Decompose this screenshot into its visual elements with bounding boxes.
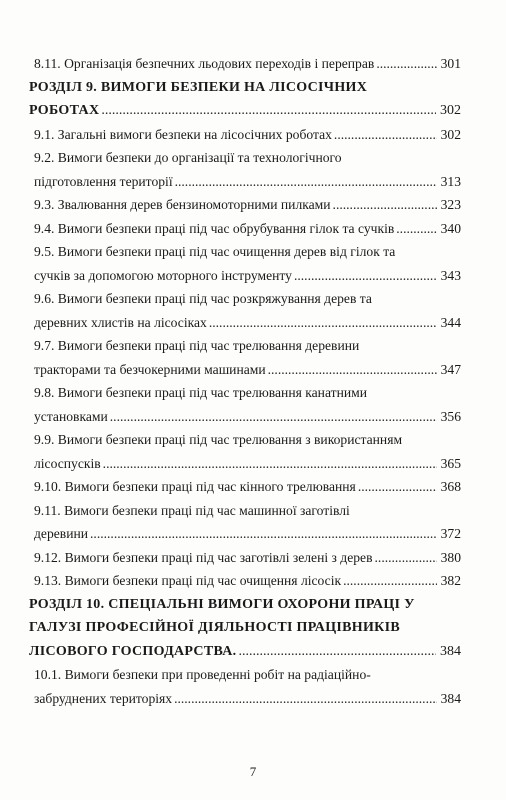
toc-entry-title: деревних хлистів на лісосіках [34, 314, 207, 330]
toc-entry-title: РОБОТАХ [29, 103, 100, 118]
dot-leader [343, 569, 437, 593]
toc-section-entry [29, 76, 461, 123]
toc-entry-line [34, 193, 461, 217]
dot-leader [175, 170, 437, 194]
toc-page-number: 347 [440, 361, 461, 377]
toc-entry-title: установками [34, 408, 108, 424]
toc-entry [29, 217, 461, 241]
toc-entry-title: 9.8. Вимоги безпеки праці під час трелювання канатними [34, 385, 368, 400]
dot-leader [294, 264, 437, 288]
toc-entry-line [34, 170, 461, 194]
toc-entry [29, 146, 461, 193]
toc-entry-title: 9.1. Загальні вимоги безпеки на лісосічних роботах [34, 126, 332, 142]
dot-leader [375, 546, 437, 570]
toc-entry-title: 9.3. Звалювання дерев бензиномоторними пилками [34, 197, 331, 212]
toc-entry-title: 9.2. Вимоги безпеки до організації та технологічного [34, 150, 342, 165]
toc-entry [29, 428, 461, 475]
toc-entry-title: 9.12. Вимоги безпеки праці під час заготівлі зелені з дерев [34, 549, 373, 565]
dot-leader [101, 99, 436, 123]
toc-entry-line [34, 687, 461, 711]
toc-page-number: 368 [440, 479, 461, 494]
toc-page-number: 343 [440, 267, 461, 283]
toc-entry-line [34, 475, 461, 499]
toc-entry-line [29, 76, 461, 100]
toc-entry-line [29, 99, 461, 123]
toc-entry-line [34, 381, 461, 405]
toc-entry-title: 9.10. Вимоги безпеки праці під час кінного трелювання [34, 479, 356, 494]
toc-page-number: 384 [440, 690, 461, 706]
toc-page-number: 384 [440, 643, 461, 659]
toc-entry-title: 10.1. Вимоги безпеки при проведенні робіт на радіаційно- [34, 667, 371, 682]
dot-leader [90, 522, 437, 546]
dot-leader [334, 123, 437, 147]
toc-entry-title: підготовлення території [34, 173, 173, 189]
toc-entry-title: тракторами та безчокерними машинами [34, 361, 266, 377]
toc-entry-line [29, 593, 461, 617]
toc-page-number: 382 [440, 573, 461, 588]
toc-entry-line [34, 311, 461, 335]
toc-entry-line [34, 217, 461, 241]
toc-entry [29, 546, 461, 570]
page-number: 7 [249, 764, 257, 779]
toc-entry-line [34, 240, 461, 264]
toc-section-entry [29, 593, 461, 664]
toc-entry [29, 123, 461, 147]
toc-entry [29, 381, 461, 428]
dot-leader [268, 358, 437, 382]
dot-leader [358, 475, 437, 499]
toc-entry-title: 9.11. Вимоги безпеки праці під час машинної заготівлі [34, 502, 350, 518]
toc-entry-line [34, 123, 461, 147]
toc-page-number: 340 [440, 220, 461, 236]
dot-leader [376, 52, 436, 76]
toc-entry [29, 663, 461, 710]
toc-entry-title: 9.6. Вимоги безпеки праці під час розкряжування дерев та [34, 291, 372, 306]
toc-page-number: 344 [440, 314, 461, 330]
toc-entry-title: 9.4. Вимоги безпеки праці під час обрубування гілок та сучків [34, 220, 395, 236]
toc-page-number: 356 [440, 408, 461, 424]
toc-page-number: 365 [440, 455, 461, 471]
toc-entry-line [34, 546, 461, 570]
toc-entry-title: РОЗДІЛ 9. ВИМОГИ БЕЗПЕКИ НА ЛІСОСІЧНИХ [29, 79, 368, 95]
dot-leader [110, 405, 437, 429]
toc-entry-title: 8.11. Організація безпечних льодових переходів і переправ [34, 56, 375, 71]
toc-entry [29, 569, 461, 593]
toc-page-number: 372 [440, 526, 461, 541]
dot-leader [209, 311, 437, 335]
toc-entry [29, 52, 461, 76]
toc-entry-title: ЛІСОВОГО ГОСПОДАРСТВА. [29, 643, 237, 659]
toc-entry-title: 9.5. Вимоги безпеки праці під час очищення дерев від гілок та [34, 244, 396, 259]
toc-entry-line [34, 287, 461, 311]
toc-entry [29, 287, 461, 334]
toc-entry-line [34, 146, 461, 170]
toc-entry-line [34, 452, 461, 476]
toc-entry [29, 193, 461, 217]
toc-entry-title: 9.9. Вимоги безпеки праці під час трелювання з використанням [34, 432, 403, 447]
toc-page-number: 302 [440, 126, 461, 142]
toc-page-number: 323 [440, 197, 461, 212]
toc-entry-line [34, 522, 461, 546]
dot-leader [333, 193, 437, 217]
toc-entry-title: РОЗДІЛ 10. СПЕЦІАЛЬНІ ВИМОГИ ОХОРОНИ ПРАЦІ У [29, 596, 415, 612]
toc-entry-title: сучків за допомогою моторного інструменту [34, 267, 292, 283]
dot-leader [103, 452, 437, 476]
toc-entry-line [34, 499, 461, 523]
toc-entry-title: лісоспусків [34, 455, 101, 471]
toc-entry-line [34, 405, 461, 429]
toc-entry [29, 334, 461, 381]
toc-entry-line [34, 428, 461, 452]
toc-entry-line [34, 52, 461, 76]
toc-entry-title: ГАЛУЗІ ПРОФЕСІЙНОЇ ДІЯЛЬНОСТІ ПРАЦІВНИКІВ [29, 620, 400, 635]
table-of-contents [29, 52, 461, 710]
toc-entry [29, 475, 461, 499]
toc-entry-line [34, 264, 461, 288]
toc-page-number: 302 [440, 103, 461, 118]
toc-entry-line [34, 663, 461, 687]
toc-entry-line [34, 358, 461, 382]
toc-entry-line [34, 334, 461, 358]
toc-entry [29, 240, 461, 287]
toc-entry-title: 9.13. Вимоги безпеки праці під час очищення лісосік [34, 573, 342, 588]
dot-leader [174, 687, 437, 711]
toc-entry-line [34, 569, 461, 593]
toc-entry-line [29, 640, 461, 664]
toc-page-number: 380 [440, 549, 461, 565]
dot-leader [396, 217, 436, 241]
toc-entry-title: забруднених територіях [34, 690, 173, 706]
toc-entry-line [29, 616, 461, 640]
toc-page-number: 301 [440, 56, 461, 71]
toc-entry [29, 499, 461, 546]
toc-entry-title: деревини [34, 526, 89, 541]
toc-entry-title: 9.7. Вимоги безпеки праці під час трелювання деревини [34, 338, 360, 353]
dot-leader [238, 640, 436, 664]
toc-page-number: 313 [440, 173, 461, 189]
